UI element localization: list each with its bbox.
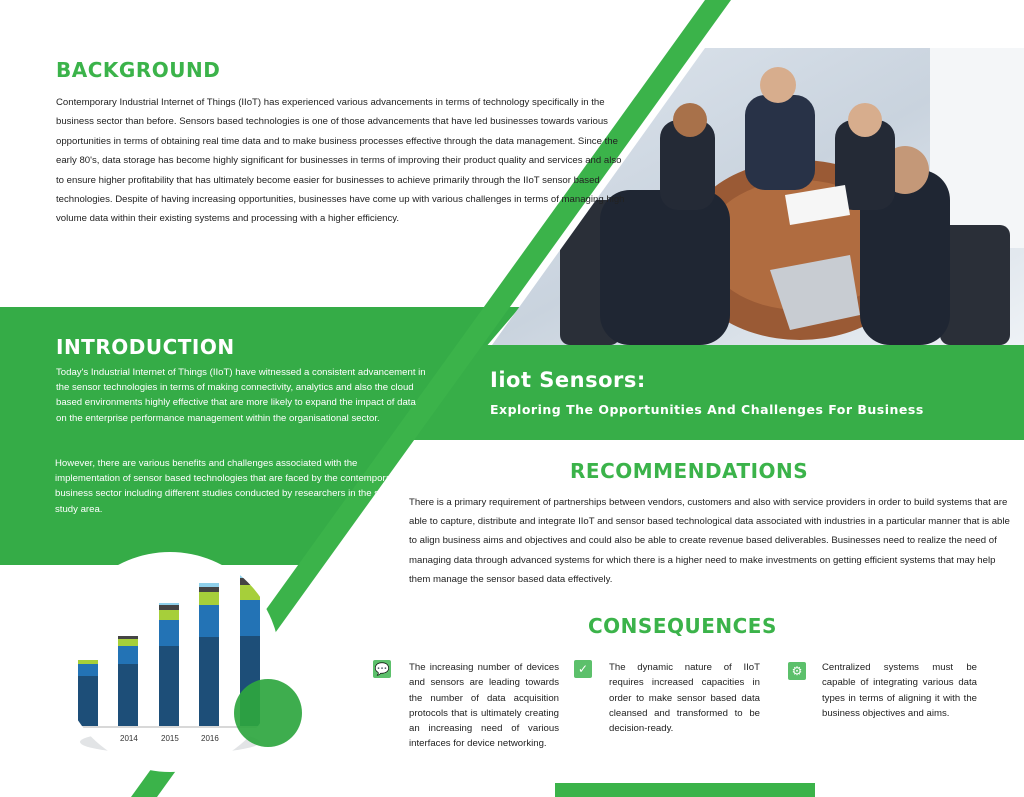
gear-icon: ⚙ [788,662,806,680]
recommendations-text: There is a primary requirement of partnerships between vendors, customers and also with service providers in order to build systems that are able to capture, distribute and integrate IIoT and sensor based technological data associated with industries in a particular manner that is able to align business aims and objectives and could also be able to create revenue based deliverables. Businesses need to realize the need of managing data through advanced systems for which there is a higher need to make investments on getting efficient systems that may help them manage the sensor based data effectively. [409,497,1010,585]
chart-year-label: 2014 [120,734,138,743]
consequences-heading: CONSEQUENCES [588,614,777,638]
introduction-paragraph-1: Today's Industrial Internet of Things (IIoT) have witnessed a consistent advancement in the sensor technologies in terms of making connectivity, analytics and also the cloud based environments highly effective that are more likely to expand the impact of data on the enterprise performance management within the organisational sector. [56,367,426,424]
chart-year-label: 2016 [201,734,219,743]
consequence-item: Centralized systems must be capable of integrating various data types in terms of aligning it with the business objectives and aims. [822,662,977,719]
title-banner [405,345,1024,440]
background-text: Contemporary Industrial Internet of Things (IIoT) has experienced various advancements in terms of technology specifically in the business sector than before. Sensors based technologies is one of those advancements that have led businesses towards various opportunities in terms of obtaining real time data and to make business processes effective through the data management. Since the early 80's, data storage has become highly significant for businesses in terms of improving their product quality and services and also to ensure higher profitability that has ultimately become easier for businesses to achieve primarily through the IIoT sensor based technologies. Despite of having increasing opportunities, businesses have come up with various challenges in terms of managing high volume data within their existing systems and processing with a higher efficiency. [56,97,625,225]
chat-bubbles-icon: 💬 [374,662,390,676]
chart-check-icon: ✓ [574,660,592,678]
bar-2016 [199,583,219,726]
recommendations-heading: RECOMMENDATIONS [570,459,809,483]
background-heading: BACKGROUND [56,58,221,82]
introduction-paragraph-2: However, there are various benefits and challenges associated with the implementation of sensor based technologies that are faced by the contemporary business sector including different studies conducted by researchers in the similar study area. [55,458,402,515]
consequence-item: The increasing number of devices and sensors are leading towards the number of data acquisition protocols that is ultimately creating an increasing need of various interfaces for device networking. [409,662,559,750]
chart-year-label: 2015 [161,734,179,743]
bar-2014 [118,636,138,726]
document-title: Iiot Sensors: [490,368,646,392]
document-subtitle: Exploring The Opportunities And Challenges For Business [490,402,924,417]
introduction-heading: INTRODUCTION [56,335,235,359]
bottom-green-bar [555,783,815,797]
bar-2013 [78,660,98,726]
bar-2015 [159,603,179,726]
consequence-item: The dynamic nature of IIoT requires increased capacities in order to make sensor based data cleansed and transformed to be decision-ready. [609,662,760,735]
green-accent-circle [234,679,302,747]
